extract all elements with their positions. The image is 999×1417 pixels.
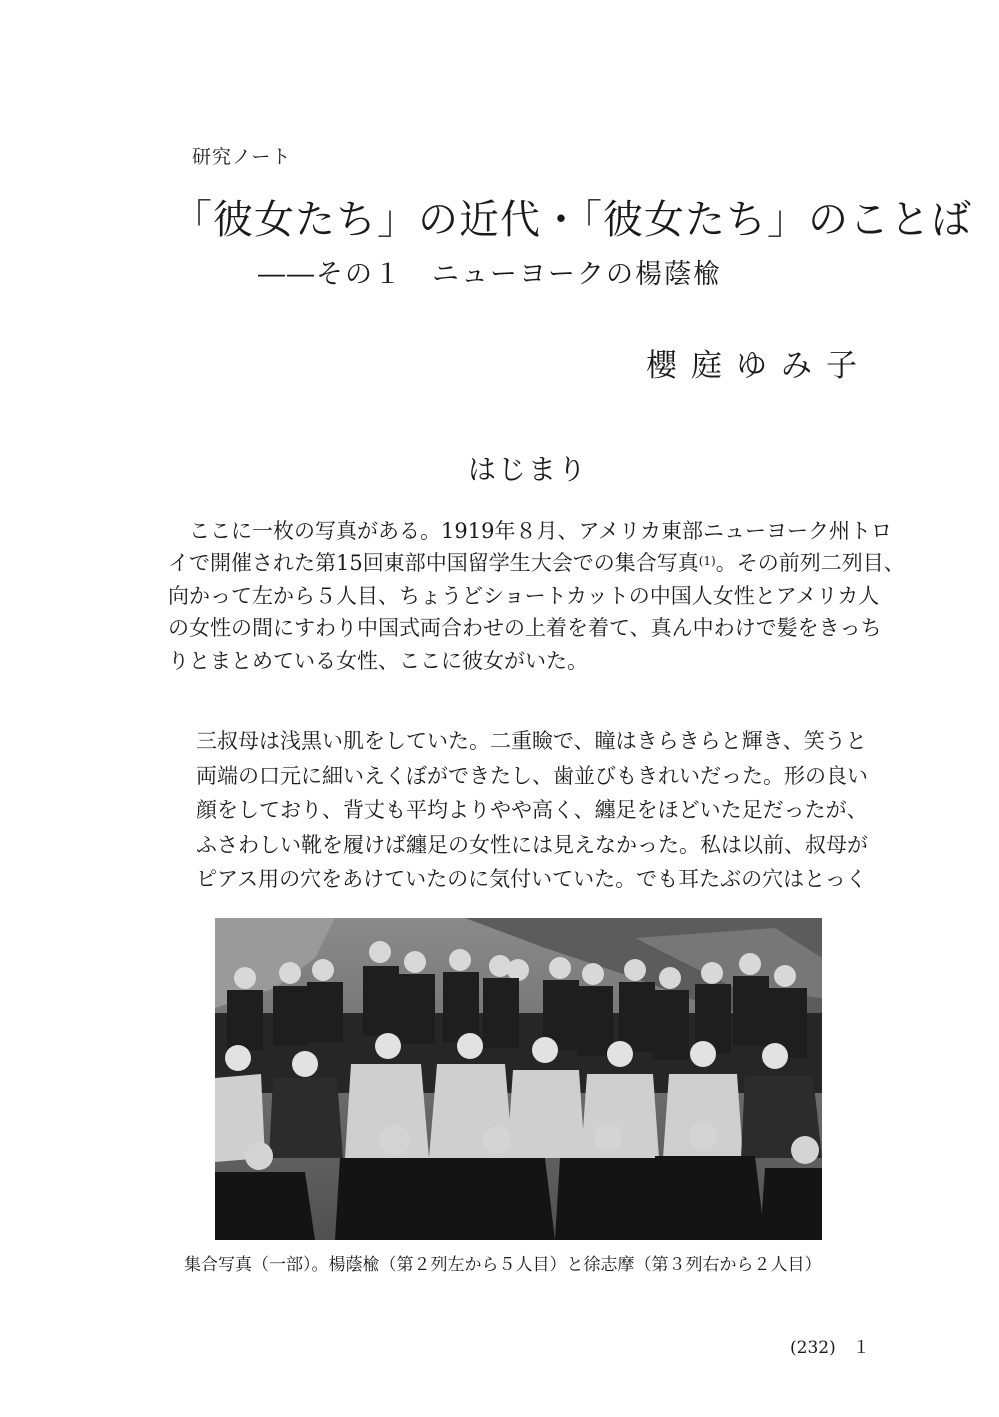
paragraph-text: 。その前列二列目、 (715, 551, 905, 576)
paragraph-line: りとまとめている女性、ここに彼女がいた。 (168, 648, 588, 673)
quote-line: ふさわしい靴を履けば纏足の女性には見えなかった。私は以前、叔母が (196, 832, 868, 857)
section-heading: はじまり (468, 453, 589, 486)
photo-illustration (215, 918, 822, 1240)
article-type-label: 研究ノート (192, 146, 292, 168)
quote-line: 顔をしており、背丈も平均よりやや高く、纏足をほどいた足だったが、 (196, 798, 868, 822)
article-title: 「彼女たち」の近代・「彼女たち」のことば (172, 197, 972, 243)
group-photograph (215, 918, 822, 1240)
footnote-reference: (1) (698, 554, 716, 569)
quote-line: 三叔母は浅黒い肌をしていた。二重瞼で、瞳はきらきらと輝き、笑うと (196, 729, 867, 753)
article-subtitle: ――その１ ニューヨークの楊蔭楡 (258, 259, 722, 290)
intro-paragraph (168, 515, 905, 677)
block-quote (196, 724, 876, 897)
paragraph-line (168, 547, 905, 579)
paragraph-line: 向かって左から５人目、ちょうどショートカットの中国人女性とアメリカ人 (168, 583, 880, 608)
page-number: (232) １ (790, 1338, 870, 1358)
paragraph-line: の女性の間にすわり中国式両合わせの上着を着て、真ん中わけで髪をきっち (168, 616, 882, 641)
paragraph-text: イで開催された第15回東部中国留学生大会での集合写真 (168, 551, 699, 576)
quote-line: ピアス用の穴をあけていたのに気付いていた。でも耳たぶの穴はとっく (196, 867, 867, 891)
figure-caption: 集合写真（一部）。楊蔭楡（第２列左から５人目）と徐志摩（第３列右から２人目） (184, 1255, 822, 1275)
paragraph-line: ここに一枚の写真がある。1919年８月、アメリカ東部ニューヨーク州トロ (189, 519, 892, 543)
quote-line: 両端の口元に細いえくぼができたし、歯並びもきれいだった。形の良い (196, 763, 868, 788)
author-name: 櫻庭ゆみ子 (646, 348, 871, 384)
